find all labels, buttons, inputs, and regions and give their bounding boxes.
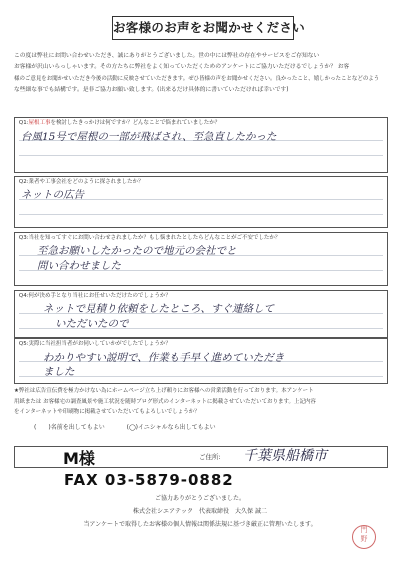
privacy-text: 当アンケートで取得したお客様の個人情報は関係法規に基づき厳正に管理いたします。 [83, 521, 317, 528]
intro-text [14, 51, 387, 97]
notice-line: 用紙または お客様宅の調査風景や施工状況を随時ブログ形式のインターネットに掲載させていただいております。上記内容 [14, 398, 316, 405]
answer-text: ました [43, 366, 75, 378]
ruled-line [19, 214, 383, 215]
intro-line: お客様が沢山いらっしゃいます。その方たちに弊社をよく知っていただくためのアンケートにご協力いただけるでしょうか？ お客 [14, 64, 350, 71]
question-4-box [14, 290, 388, 338]
page-title: お客様のお声をお聞かせください [112, 16, 294, 40]
question-text: 業者や工事会社をどのように探されましたか？ [28, 179, 144, 185]
question-prefix: Q1: [18, 120, 29, 126]
answer-text: 問い合わせました [37, 260, 121, 272]
company-text: 株式会社シエアテック 代表取締役 大久保 誠二 [133, 508, 267, 515]
question-text: 実際に当社担当者がお伺いしていかがでしたでしょうか？ [28, 341, 171, 347]
notice-line: ★弊社は広告宣伝費を極力かけない為にホームページ立ち上げ頼りにお客様への営業活動を行っております。本アンケート [14, 388, 314, 394]
question-3-box [14, 232, 388, 286]
choice-name-label: 名前を出してもよい [50, 424, 105, 431]
answer-text: いただいたので [55, 318, 129, 330]
question-1-label [15, 118, 379, 128]
intro-line: な些細な事でも結構です。是非ご協力お願い致します。(出来るだけ具体的に書いていただければ幸いです) [14, 87, 289, 94]
customer-name: M様 [63, 449, 95, 468]
seal-stamp-icon [352, 525, 376, 549]
question-2-box [14, 176, 388, 228]
question-3-label [15, 233, 379, 243]
stamp-char: 門 [360, 526, 368, 534]
question-prefix: Q5: [18, 341, 29, 347]
answer-text: わかりやすい説明で、作業も手早く進めていただき [43, 352, 285, 364]
answer-text: 至急お願いしたかったので地元の会社でと [37, 245, 237, 257]
question-1-box [14, 117, 388, 173]
choice-initial-label: イニシャルなら出してもよい [138, 424, 216, 431]
intro-line: 様のご意見をお聞かせいただき今後の活動に反映させていただきます。ぜひ皆様の声をお聞かせください。良かったこと、嬉しかったことなどのよう [14, 75, 380, 82]
question-5-box [14, 338, 388, 384]
question-2-label [15, 177, 379, 187]
answer-text: 台風15号で屋根の一部が飛ばされ、至急直したかった [21, 131, 277, 143]
question-text: を検討したきっかけは何ですか？どんなことで悩まれていましたか？ [50, 120, 221, 126]
notice-line: をインターネットや印刷物に掲載させていただいてもよろしいでしょうか？ [14, 409, 200, 416]
choice-name-checkbox[interactable]: ( ) [34, 424, 51, 431]
fax-number: FAX 03-5879-0882 [64, 471, 234, 489]
ruled-line [19, 155, 383, 156]
address-value: 千葉県船橋市 [243, 448, 327, 464]
choice-initial-checkbox[interactable]: (◯) [126, 424, 139, 431]
answer-text: ネットの広告 [21, 189, 84, 201]
intro-line: この度は弊社にお問い合わせいただき、誠にありがとうございました。世の中には弊社の存在やサービスをご存知ない [14, 53, 320, 59]
question-text: 当社を知ってすぐにお問い合わせされましたか？もし悩まれたとしたらどんなことがご不安でしたか？ [28, 235, 281, 241]
publication-notice [14, 386, 387, 418]
question-highlight: 屋根工事 [28, 120, 51, 126]
question-text: 何が決め手となり当社にお任せいただけたのでしょうか？ [28, 293, 171, 299]
address-label: ご住所: [199, 453, 221, 461]
name-address-box [14, 446, 388, 468]
question-prefix: Q4: [18, 293, 29, 299]
question-prefix: Q2: [18, 179, 29, 185]
thanks-text: ご協力ありがとうございました。 [154, 495, 245, 502]
question-4-label [15, 291, 379, 301]
question-prefix: Q3: [18, 235, 29, 241]
answer-text: ネットで見積り依頼をしたところ、すぐ連絡して [43, 303, 274, 315]
question-5-label [15, 339, 379, 349]
consent-choices [34, 422, 216, 431]
stamp-char: 野 [360, 535, 368, 543]
